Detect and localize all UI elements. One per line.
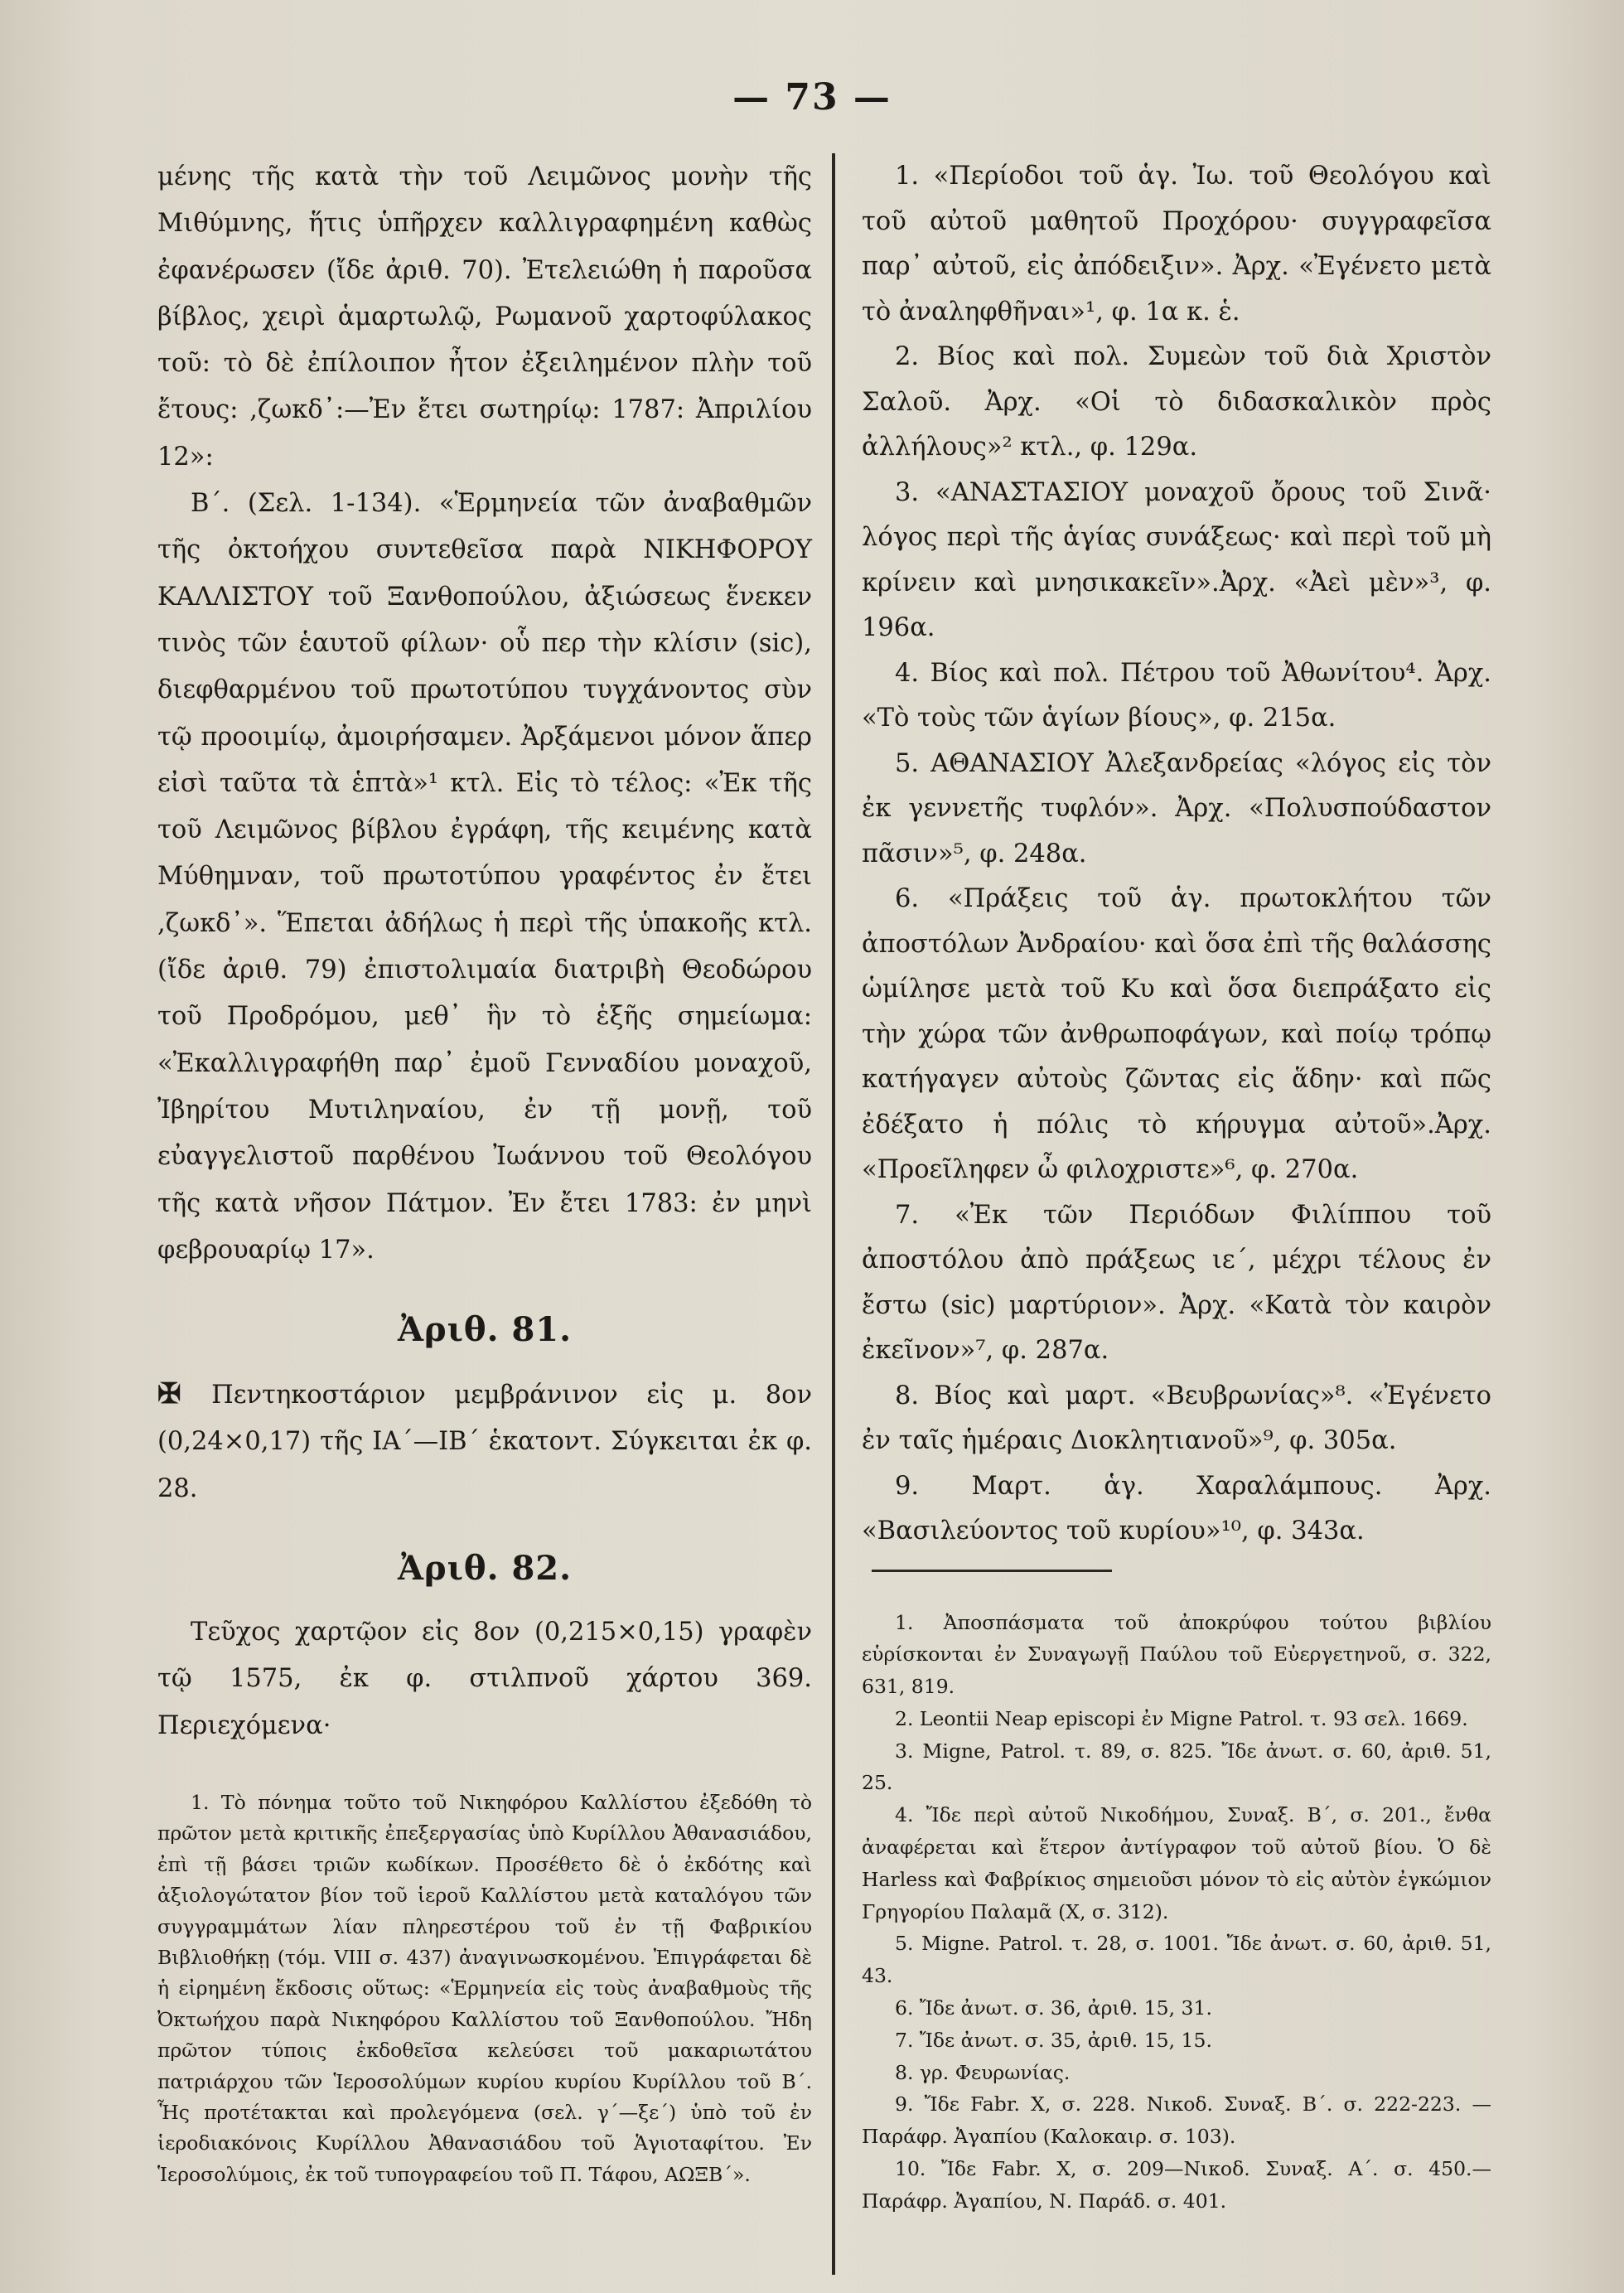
left-footnote-1: 1. Τὸ πόνημα τοῦτο τοῦ Νικηφόρου Καλλίστου ἐξεδόθη τὸ πρῶτον μετὰ κριτικῆς ἐπεξεργασίας ὑπὸ Κυρίλλου Ἀθανασιάδου, ἐπὶ τῇ βάσει τριῶν κωδίκων. Προσέθετο δὲ ὁ ἐκδότης καὶ ἀξιολογώτατον βίον τοῦ ἱεροῦ Καλλίστου μετὰ καταλόγου τῶν συγγραμμάτων λίαν πληρεστέρου τοῦ ἐν τῇ Φαβρικίου Βιβλιοθήκῃ (τόμ. VIII σ. 437) ἀναγινωσκομένου. Ἐπιγράφεται δὲ ἡ εἰρημένη ἔκδοσις οὕτως: «Ἑρμηνεία εἰς τοὺς ἀναβαθμοὺς τῆς Ὀκτωήχου παρὰ Νικηφόρου Καλλίστου τοῦ Ξανθοπούλου. Ἤδη πρῶτον τύποις ἐκδοθεῖσα κελεύσει τοῦ μακαριωτάτου πατριάρχου τῶν Ἱεροσολύμων κυρίου κυρίου Κυρίλλου τοῦ Β΄. Ἧς προτέτακται καὶ προλεγόμενα (σελ. γ΄—ξε΄) ὑπὸ τοῦ ἐν ἱεροδιακόνοις Κυρίλλου Ἀθανασιάδου τοῦ Ἁγιοταφίτου. Ἐν Ἱεροσολύμοις, ἐκ τοῦ τυπογραφείου τοῦ Π. Τάφου, ΑΩΞΒ΄».	[157, 1790, 812, 2186]
right-footnote: 7. Ἴδε ἀνωτ. σ. 35, ἀριθ. 15, 15.	[895, 2028, 1212, 2052]
intro-paragraph: μένης τῆς κατὰ τὴν τοῦ Λειμῶνος μονὴν τῆς Μιθύμνης, ἥτις ὑπῆρχεν καλλιγραφημένη καθὼς ἐφανέρωσεν (ἴδε ἀριθ. 70). Ἐτελειώθη ἡ παροῦσα βίβλος, χειρὶ ἁμαρτωλῷ, Ρωμανοῦ χαρτοφύλακος τοῦ: τὸ δὲ ἐπίλοιπον ἦτον ἐξειλημένον πλὴν τοῦ ἔτους: ,ζωκδ᾽:—Ἐν ἔτει σωτηρίῳ: 1787: Ἀπριλίου 12»:	[157, 162, 812, 472]
right-column	[862, 154, 1491, 2218]
left-footnotes	[157, 1787, 812, 2190]
right-footnote: 1. Ἀποσπάσματα τοῦ ἀποκρύφου τούτου βιβλίου εὑρίσκονται ἐν Συναγωγῇ Παύλου τοῦ Εὐεργετηνοῦ, σ. 322, 631, 819.	[862, 1610, 1491, 1699]
heading-number-81: Ἀριθ. 81.	[397, 1310, 573, 1350]
right-footnote: 8. γρ. Φευρωνίας.	[895, 2060, 1071, 2084]
contents-item: 2. Βίος καὶ πολ. Συμεὼν τοῦ διὰ Χριστὸν Σαλοῦ. Ἀρχ. «Οἱ τὸ διδασκαλικὸν πρὸς ἀλλήλους»² κτλ., φ. 129α.	[862, 342, 1491, 462]
contents-item: 4. Βίος καὶ πολ. Πέτρου τοῦ Ἀθωνίτου⁴. Ἀρχ. «Τὸ τοὺς τῶν ἁγίων βίους», φ. 215α.	[862, 658, 1491, 733]
contents-item: 5. ΑΘΑΝΑΣΙΟΥ Ἀλεξανδρείας «λόγος εἰς τὸν ἐκ γεννετῆς τυφλόν». Ἀρχ. «Πολυσπούδαστον πᾶσιν»⁵, φ. 248α.	[862, 748, 1491, 868]
right-footnotes	[862, 1607, 1491, 2218]
right-footnote: 5. Migne. Patrol. τ. 28, σ. 1001. Ἴδε ἀνωτ. σ. 60, ἀριθ. 51, 43.	[862, 1932, 1491, 1988]
left-column	[157, 154, 812, 2190]
fleuron-icon: ✠	[157, 1377, 212, 1411]
right-footnote: 6. Ἴδε ἀνωτ. σ. 36, ἀριθ. 15, 31.	[895, 1996, 1212, 2020]
contents-item: 7. «Ἐκ τῶν Περιόδων Φιλίππου τοῦ ἀποστόλου ἀπὸ πράξεως ιε΄, μέχρι τέλους ἐν ἔστω (sic) μαρτύριον». Ἀρχ. «Κατὰ τὸν καιρὸν ἐκεῖνον»⁷, φ. 287α.	[862, 1200, 1491, 1365]
right-footnote: 3. Migne, Patrol. τ. 89, σ. 825. Ἴδε ἀνωτ. σ. 60, ἀριθ. 51, 25.	[862, 1739, 1491, 1795]
entry-b-paragraph: Β΄. (Σελ. 1-134). «Ἑρμηνεία τῶν ἀναβαθμῶν τῆς ὀκτοήχου συντεθεῖσα παρὰ ΝΙΚΗΦΟΡΟΥ ΚΑΛΛΙΣΤΟΥ τοῦ Ξανθοπούλου, ἀξιώσεως ἕνεκεν τινὸς τῶν ἑαυτοῦ φίλων· οὗ περ τὴν κλίσιν (sic), διεφθαρμένου τοῦ πρωτοτύπου τυγχάνοντος σὺν τῷ προοιμίῳ, ἀμοιρήσαμεν. Ἀρξάμενοι μόνον ἅπερ εἰσὶ ταῦτα τὰ ἑπτὰ»¹ κτλ. Εἰς τὸ τέλος: «Ἐκ τῆς τοῦ Λειμῶνος βίβλου ἐγράφη, τῆς κειμένης κατὰ Μύθημναν, τοῦ πρωτοτύπου γραφέντος ἐν ἔτει ,ζωκδ᾽». Ἕπεται ἀδήλως ἡ περὶ τῆς ὑπακοῆς κτλ. (ἴδε ἀριθ. 79) ἐπιστολιμαία διατριβὴ Θεοδώρου τοῦ Προδρόμου, μεθ᾽ ἣν τὸ ἑξῆς σημείωμα: «Ἐκαλλιγραφήθη παρ᾽ ἐμοῦ Γενναδίου μοναχοῦ, Ἰβηρίτου Μυτιληναίου, ἐν τῇ μονῇ, τοῦ εὐαγγελιστοῦ παρθένου Ἰωάννου τοῦ Θεολόγου τῆς κατὰ νῆσον Πάτμον. Ἐν ἔτει 1783: ἐν μηνὶ φεβρουαρίῳ 17».	[157, 489, 812, 1265]
contents-item: 3. «ΑΝΑΣΤΑΣΙΟΥ μοναχοῦ ὄρους τοῦ Σινᾶ· λόγος περὶ τῆς ἁγίας συνάξεως· καὶ περὶ τοῦ μὴ κρίνειν καὶ μνησικακεῖν».Ἀρχ. «Ἀεὶ μὲν»³, φ. 196α.	[862, 477, 1491, 642]
entry-82-paragraph: Τεῦχος χαρτῷον εἰς 8ον (0,215×0,15) γραφὲν τῷ 1575, ἐκ φ. στιλπνοῦ χάρτου 369. Περιεχόμενα·	[157, 1618, 812, 1740]
contents-item: 6. «Πράξεις τοῦ ἁγ. πρωτοκλήτου τῶν ἀποστόλων Ἀνδραίου· καὶ ὅσα ἐπὶ τῆς θαλάσσης ὡμίλησε μετὰ τοῦ Κυ καὶ ὅσα διεπράξατο εἰς τὴν χώρα τῶν ἀνθρωποφάγων, καὶ ποίῳ τρόπῳ κατήγαγεν αὐτοὺς ζῶντας εἰς ἅδην· καὶ πῶς ἐδέξατο ἡ πόλις τὸ κήρυγμα αὐτοῦ».Ἀρχ. «Προεῖληφεν ὦ φιλοχριστε»⁶, φ. 270α.	[862, 884, 1491, 1184]
right-footnote: 4. Ἴδε περὶ αὐτοῦ Νικοδήμου, Συναξ. Β΄, σ. 201., ἔνθα ἀναφέρεται καὶ ἕτερον ἀντίγραφον τοῦ αὐτοῦ βίου. Ὁ δὲ Harless καὶ Φαβρίκιος σημειοῦσι μόνον τὸ εἰς αὐτὸν ἐγκώμιον Γρηγορίου Παλαμᾶ (X, σ. 312).	[862, 1803, 1491, 1923]
column-divider	[832, 153, 835, 2275]
contents-item: 8. Βίος καὶ μαρτ. «Βευβρωνίας»⁸. «Ἐγένετο ἐν ταῖς ἡμέραις Διοκλητιανοῦ»⁹, φ. 305α.	[862, 1381, 1491, 1455]
contents-item: 9. Μαρτ. ἁγ. Χαραλάμπους. Ἀρχ. «Βασιλεύοντος τοῦ κυρίου»¹⁰, φ. 343α.	[862, 1471, 1491, 1546]
right-footnote: 2. Leontii Neap episcopi ἐν Migne Patrol. τ. 93 σελ. 1669.	[895, 1706, 1468, 1730]
entry-81-text: Πεντηκοστάριον μεμβράνινον εἰς μ. 8ον (0,24×0,17) τῆς ΙΑ΄—ΙΒ΄ ἑκατοντ. Σύγκειται ἐκ φ. 28.	[157, 1381, 813, 1503]
right-footnote: 9. Ἴδε Fabr. X, σ. 228. Νικοδ. Συναξ. Β΄. σ. 222-223. — Παράφρ. Ἀγαπίου (Καλοκαιρ. σ. 103).	[862, 2092, 1491, 2149]
page-number: — 73 —	[732, 76, 892, 119]
right-footnote: 10. Ἴδε Fabr. X, σ. 209—Νικοδ. Συναξ. Α΄. σ. 450.—Παράφρ. Ἀγαπίου, Ν. Παράδ. σ. 401.	[862, 2157, 1491, 2213]
entry-81-paragraph	[157, 1371, 812, 1512]
contents-item: 1. «Περίοδοι τοῦ ἁγ. Ἰω. τοῦ Θεολόγου καὶ τοῦ αὐτοῦ μαθητοῦ Προχόρου· συγγραφεῖσα παρ᾽ αὐτοῦ, εἰς ἀπόδειξιν». Ἀρχ. «Ἐγένετο μετὰ τὸ ἀναληφθῆναι»¹, φ. 1α κ. ἑ.	[862, 162, 1491, 327]
footnote-rule	[872, 1570, 1112, 1572]
contents-list	[862, 154, 1491, 1555]
heading-number-82: Ἀριθ. 82.	[397, 1549, 573, 1589]
